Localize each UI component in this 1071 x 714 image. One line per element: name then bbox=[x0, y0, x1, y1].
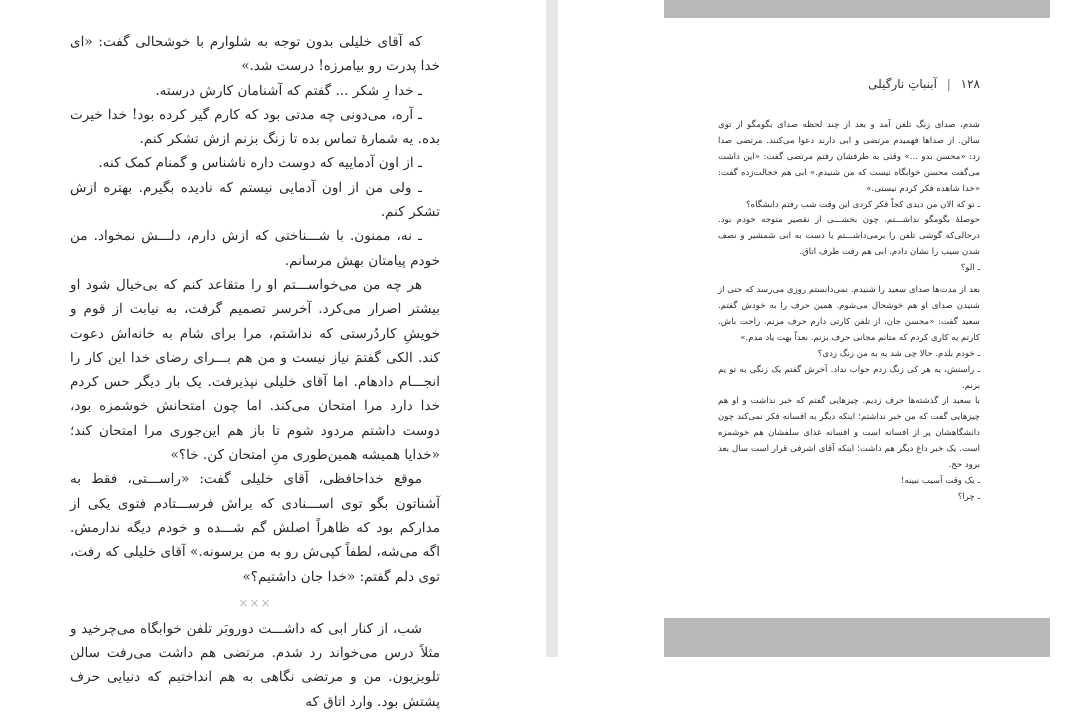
paragraph: ـ راستش، یه هر کی زنگ زدم جواب نداد. آخرش گفتم یک زنگی به تو یم بزنم. bbox=[718, 364, 980, 391]
paragraph: ـ آره، می‌دونی چه مدتی بود که کارم گیر کرده بود! خدا خیرت بده. یه شمارهٔ تماس بده تا زنگ بزنم ازش تشکر کنم. bbox=[70, 106, 440, 148]
book-title: آبنباتِ نارگیلی bbox=[868, 77, 937, 91]
paragraph: که آقای خلیلی بدون توجه به شلوارم با خوشحالی گفت: «ای خدا پدرت رو بیامرزه! درست شد.» bbox=[70, 34, 440, 75]
paragraph: ـ نه، ممنون. با شـــناختی که ازش دارم، دلـــش نمخواد. من خودم پیامتان بهش مرسانم. bbox=[70, 228, 440, 269]
paragraph: شب، از کنار ابی که داشـــت دوروبَر تلفن خوابگاه می‌چرخید و مثلاً درس می‌خواند رد شدم. مرتضی هم داشت می‌رفت سالن تلویزیون. من و مرتضی نگاهی به هم انداختیم که دنیایی حرف پشتش بود. وارد اتاق که bbox=[70, 620, 440, 710]
page-number: ۱۲۸ bbox=[960, 77, 980, 91]
header-separator: | bbox=[946, 77, 951, 91]
paragraph: بعد از مدت‌ها صدای سعید را شنیدم. نمی‌دانستم روزی می‌رسد که حتی از شنیدن صدای او هم خوشحال می‌شوم. همین حرف را به خودش گفتم. سعید گفت: «محسن جان، از تلفن کارتی دارم حرف مزنم. راحت باش. کارتم یه کاری کردم که متانم مجانی حرف بزنم. بعداً بهت یاد مدم.» bbox=[718, 285, 980, 343]
left-page-text bbox=[70, 30, 440, 714]
paragraph: ـ ولی من از اون آدمایی نیستم که نادیده بگیرم. بهتره ازش تشکر کنم. bbox=[70, 179, 440, 221]
paragraph: ـ از اون آدماییه که دوست داره ناشناس و گمنام کمک کنه. bbox=[98, 155, 422, 172]
page-divider bbox=[546, 0, 558, 657]
paragraph: ـ یک وقت آسیب نبینه! bbox=[900, 475, 980, 486]
paragraph: ـ خودم بلدم. حالا چی شد یه به من زنگ زدی؟ bbox=[817, 348, 980, 359]
paragraph: ـ چرا؟ bbox=[957, 491, 980, 502]
paragraph: موقع خداحافظی، آقای خلیلی گفت: «راســـتی، فقط به آشناتون بگو توی اســـنادی که براش فرســـتادم فتوی یکی از مدارکم بود که ظاهراً اصلش گم شـــده و خودم دیگه ندارمش. اگه می‌شه، لطفاً کپی‌ش رو به من برسونه.» آقای خلیلی که رفت، توی دلم گفتم: «خدا جان داشتیم؟» bbox=[70, 471, 440, 585]
top-gray-bar bbox=[664, 0, 1050, 18]
paragraph: ـ تو که الان من دیدی کجاً فکر کردی این وقت شب رفتم دانشگاه؟ bbox=[746, 199, 980, 210]
right-page-text bbox=[718, 118, 980, 506]
page-header bbox=[718, 74, 980, 94]
right-page[interactable] bbox=[558, 0, 1071, 657]
paragraph: ـ خدا رِ شکر ... گفتم که آشنامان کارش درسته. bbox=[155, 82, 422, 99]
paragraph: با سعید از گذشته‌ها حرف زدیم. چیزهایی گفتم که خبر نداشت و او هم چیزهایی گفت که من خبر نداشتم؛ اینکه دیگر به افسانه فکر نمی‌کند چون دانشگاهشان پر از افسانه است و افسانه غذای سلفشان هم خوشمزه است. یک خبر داغ دیگر هم داشت؛ اینکه آقای اشرفی قرار است سال بعد برود حج. bbox=[718, 396, 980, 471]
bottom-gray-bar bbox=[664, 618, 1050, 657]
paragraph: هر چه من می‌خواســـتم او را متقاعد کنم که بی‌خیال شود او بیشتر اصرار می‌کرد. آخرسر تصمیم گرفت، به نیابت از قوم و خویشِ کاردُرستی که نداشتم، مرا برای شام به خانه‌اش دعوت کند. الکی گفتمَ نیاز نیست و من هم بـــرای رضای خدا این کار را انجـــام دادهام. اما آقای خلیلی نپذیرفت. یک بار دیگر حس کردم خدا دارد مرا امتحان می‌کند. اما چون امتحانش خوشمزه بود، دوست داشتم مردود شوم تا باز هم این‌جوری مرا امتحان کند؛ «خدایا همیشه همین‌طوری منِ امتحان کن. خا؟» bbox=[70, 276, 440, 464]
section-separator: ××× bbox=[238, 595, 272, 610]
paragraph: شدم، صدای زنگ تلفن آمد و بعد از چند لحظه صدای بگومگو از توی سالن. از صداها فهمیدم مرتضی و ابی دارند دعوا می‌کنند. مرتضی صدا زد: «محسن بدو ...» وقتی به طرفشان رفتم مرتضی گفت: «این داشت می‌گفت محسن خوابگاه نیست که من شنیدم.» ابی هم خجالت‌زده گفت: «خدا شاهده فکر کردم نیستی.» bbox=[718, 120, 980, 194]
paragraph: ـ الو؟ bbox=[960, 263, 980, 274]
paragraph: حوصلهٔ بگومگو نداشـــتم. چون بخشـــی از تقصیر متوجه خودم بود. درحالی‌که گوشی تلفن را برمی‌داشـــتم با دست به ابی شمشیر و نصف شدن سیب را نشان دادم. ابی هم رفت طرف اتاق. bbox=[718, 215, 980, 258]
